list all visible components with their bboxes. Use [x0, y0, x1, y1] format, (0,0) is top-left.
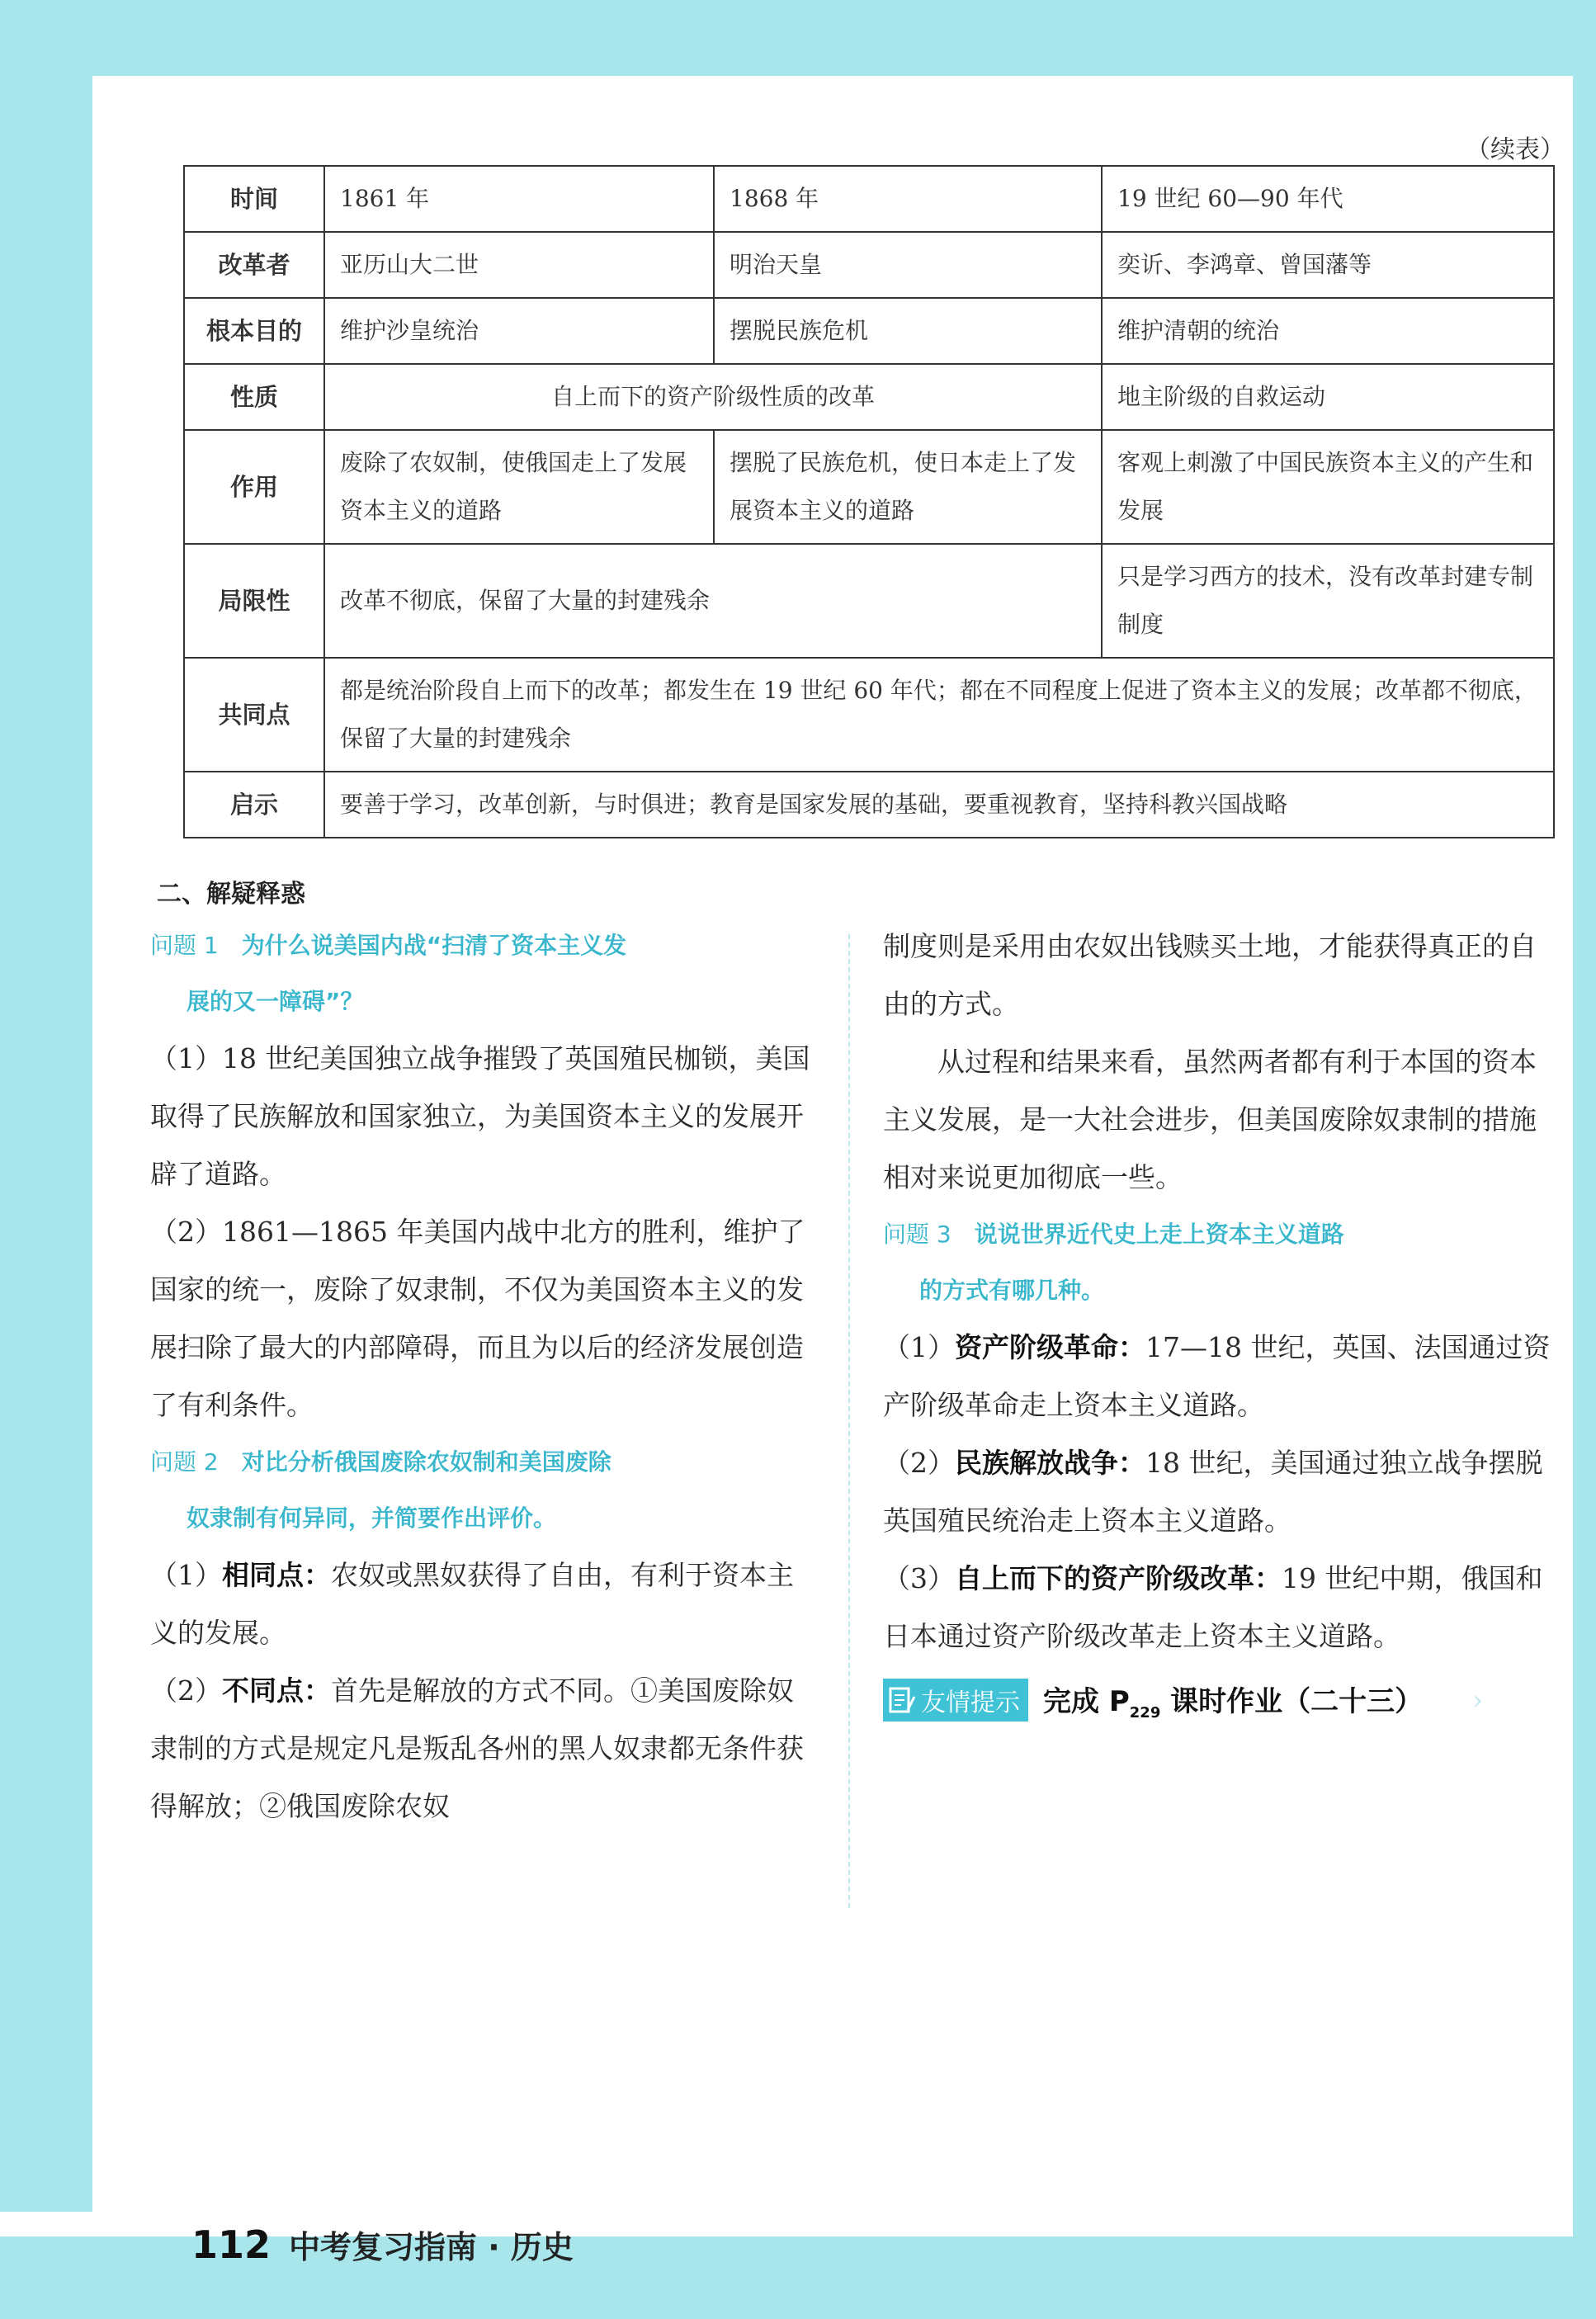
question-text: 说说世界近代史上走上资本主义道路	[974, 1221, 1344, 1248]
answer-paragraph	[150, 1662, 810, 1835]
row-header: 性质	[184, 364, 324, 430]
answer-text: 农奴或黑奴获得了自由，有利于资本主义的发展。	[150, 1559, 794, 1649]
table-cell: 明治天皇	[714, 232, 1102, 298]
table-row	[184, 544, 1554, 658]
row-header: 局限性	[184, 544, 324, 658]
page-footer	[191, 2222, 574, 2267]
table-cell: 客观上刺激了中国民族资本主义的产生和发展	[1102, 430, 1554, 544]
table-row	[184, 658, 1554, 772]
table-cell: 亚历山大二世	[324, 232, 714, 298]
table-row	[184, 166, 1554, 232]
question-text: 为什么说美国内战“扫清了资本主义发	[241, 932, 627, 959]
row-header: 启示	[184, 772, 324, 838]
tip-text-part: 完成 P	[1043, 1685, 1130, 1719]
table-row	[184, 364, 1554, 430]
notepad-pen-icon	[888, 1685, 916, 1715]
answer-keyword: 民族解放战争：	[955, 1447, 1145, 1479]
answer-paragraph	[883, 1319, 1560, 1434]
tip-text	[1043, 1679, 1423, 1722]
answer-paragraph	[150, 1547, 810, 1662]
row-header: 作用	[184, 430, 324, 544]
left-column	[150, 918, 810, 1835]
answer-paragraph: （2）1861—1865 年美国内战中北方的胜利，维护了国家的统一，废除了奴隶制，不仅为美国资本主义的发展扫除了最大的内部障碍，而且为以后的经济发展创造了有利条件。	[150, 1216, 805, 1421]
table-row	[184, 232, 1554, 298]
page-number: 112	[191, 2222, 272, 2267]
item-number: （1）	[150, 1559, 222, 1591]
table-cell: 地主阶级的自救运动	[1102, 364, 1554, 430]
table-row	[184, 430, 1554, 544]
table-cell: 维护沙皇统治	[324, 298, 714, 364]
question-2	[150, 1434, 810, 1547]
table-cell: 19 世纪 60—90 年代	[1102, 166, 1554, 232]
answer-paragraph	[883, 1434, 1560, 1550]
answer-keyword: 自上而下的资产阶级改革：	[955, 1562, 1282, 1594]
friendly-tip	[883, 1679, 1560, 1722]
item-number: （3）	[883, 1562, 955, 1594]
question-number: 问题 2	[150, 1448, 219, 1476]
question-number: 问题 3	[883, 1221, 951, 1248]
table-cell: 只是学习西方的技术，没有改革封建专制制度	[1102, 544, 1554, 658]
table-cell: 奕䜣、李鸿章、曾国藩等	[1102, 232, 1554, 298]
page-frame-top	[0, 0, 1596, 76]
table-cell-full: 都是统治阶段自上而下的改革；都发生在 19 世纪 60 年代；都在不同程度上促进了资本主义的发展；改革都不彻底，保留了大量的封建残余	[324, 658, 1554, 772]
section-title: 二、解疑释惑	[157, 880, 305, 909]
answer-keyword: 资产阶级革命：	[955, 1331, 1145, 1363]
question-1	[150, 918, 810, 1030]
answer-paragraph: 从过程和结果来看，虽然两者都有利于本国的资本主义发展，是一大社会进步，但美国废除奴隶制的措施相对来说更加彻底一些。	[883, 1046, 1537, 1193]
question-number: 问题 1	[150, 932, 219, 959]
table-cell-full: 要善于学习，改革创新，与时俱进；教育是国家发展的基础，要重视教育，坚持科教兴国战略	[324, 772, 1554, 838]
answer-keyword: 相同点：	[222, 1559, 331, 1591]
table-cell: 维护清朝的统治	[1102, 298, 1554, 364]
arrow-right-icon: ›	[1472, 1684, 1483, 1716]
answer-paragraph-continued: 制度则是采用由农奴出钱赎买土地，才能获得真正的自由的方式。	[883, 930, 1537, 1020]
book-title: 中考复习指南 · 历史	[289, 2229, 574, 2265]
table-cell: 1868 年	[714, 166, 1102, 232]
row-header: 根本目的	[184, 298, 324, 364]
item-number: （1）	[883, 1331, 955, 1363]
item-number: （2）	[883, 1447, 955, 1479]
question-text: 对比分析俄国废除农奴制和美国废除	[241, 1448, 611, 1476]
page-frame-right	[1573, 0, 1596, 2319]
answer-text: 17—18 世纪，英国、法国通过资产阶级革命走上资本主义道路。	[883, 1331, 1551, 1421]
table-cell-merged: 自上而下的资产阶级性质的改革	[324, 364, 1102, 430]
answer-text: 首先是解放的方式不同。①美国废除奴隶制的方式是规定凡是叛乱各州的黑人奴隶都无条件获得解放；②俄国废除农奴	[150, 1674, 804, 1822]
row-header: 共同点	[184, 658, 324, 772]
tip-text-part: 课时作业（二十三）	[1160, 1685, 1424, 1719]
table-cell: 1861 年	[324, 166, 714, 232]
tip-page-number: 229	[1129, 1703, 1161, 1722]
document-page	[92, 76, 1573, 2267]
answer-text: 19 世纪中期，俄国和日本通过资产阶级改革走上资本主义道路。	[883, 1562, 1543, 1652]
table-cell: 摆脱了民族危机，使日本走上了发展资本主义的道路	[714, 430, 1102, 544]
reform-comparison-table	[183, 165, 1555, 838]
table-cell: 废除了农奴制，使俄国走上了发展资本主义的道路	[324, 430, 714, 544]
page-frame-left	[0, 0, 92, 2212]
right-column	[883, 918, 1560, 1722]
question-text: 展的又一障碍”？	[187, 988, 364, 1015]
answer-keyword: 不同点：	[222, 1674, 331, 1707]
answer-paragraph: （1）18 世纪美国独立战争摧毁了英国殖民枷锁，美国取得了民族解放和国家独立，为美国资本主义的发展开辟了道路。	[150, 1042, 810, 1190]
question-text: 奴隶制有何异同，并简要作出评价。	[187, 1504, 557, 1532]
table-row	[184, 772, 1554, 838]
continued-table-label: （续表）	[1466, 135, 1565, 164]
tip-badge-label: 友情提示	[921, 1688, 1020, 1717]
answer-paragraph	[883, 1550, 1560, 1665]
question-3	[883, 1207, 1560, 1319]
item-number: （2）	[150, 1674, 222, 1707]
row-header: 时间	[184, 166, 324, 232]
answer-text: 18 世纪，美国通过独立战争摆脱英国殖民统治走上资本主义道路。	[883, 1447, 1543, 1537]
table-cell: 摆脱民族危机	[714, 298, 1102, 364]
tip-badge	[883, 1679, 1028, 1722]
table-cell-merged: 改革不彻底，保留了大量的封建残余	[324, 544, 1102, 658]
table-row	[184, 298, 1554, 364]
row-header: 改革者	[184, 232, 324, 298]
column-divider	[848, 934, 850, 1908]
question-text: 的方式有哪几种。	[919, 1277, 1105, 1304]
